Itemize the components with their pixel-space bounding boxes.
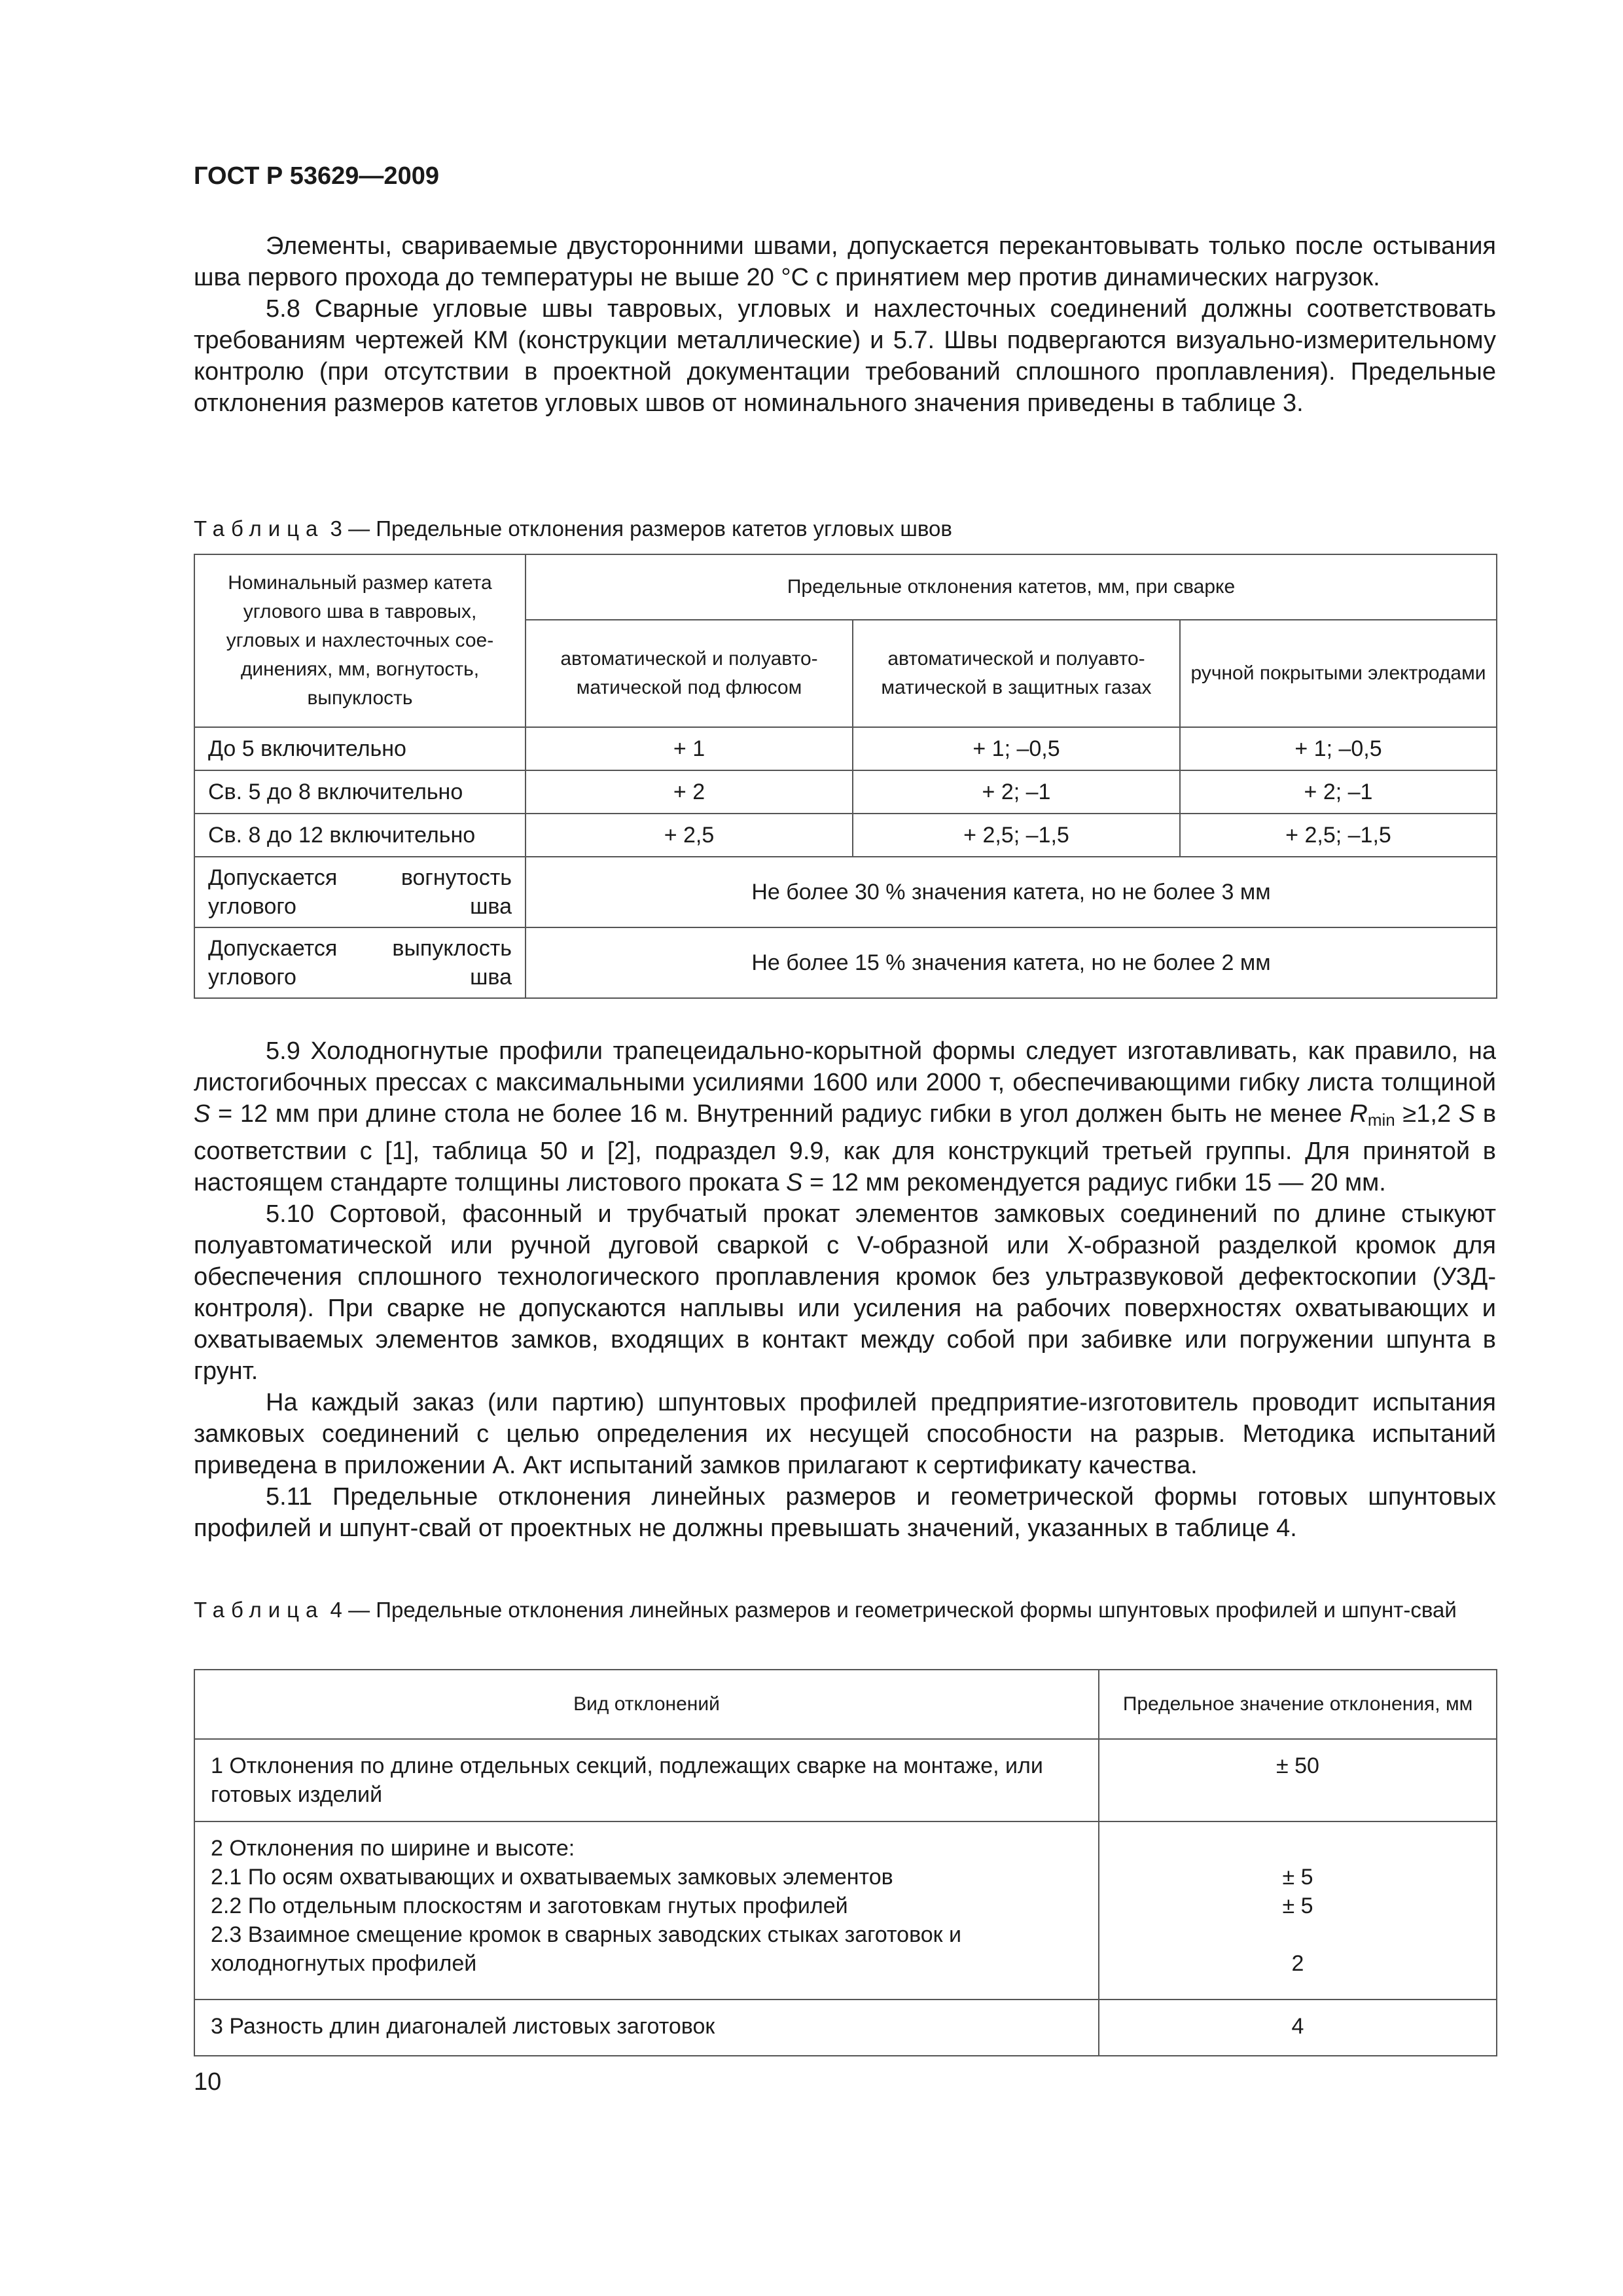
table3-concavity-label: Допускается вогнутость углового шва (194, 857, 526, 927)
table3-header-group: Предельные отклонения катетов, мм, при сварке (526, 554, 1497, 620)
table4-row2-value: ± 5 (1282, 1893, 1313, 1918)
table-3-fillet-weld-deviations (194, 554, 1497, 999)
table4-row1-label: 1 Отклонения по длине отдельных секций, подлежащих сварке на монтаже, или готовых изделий (194, 1739, 1099, 1821)
paragraph-5-9 (194, 1035, 1496, 1198)
paragraph-5-8: 5.8 Сварные угловые швы тавровых, угловых и нахлесточных соединений должны соответствовать требованиям чертежей КМ (конструкции металлические) и 5.7. Швы подвергаются визуально-измерительному контролю (при отсутствии в проектной документации требований сплошного проплавления). Предельные отклонения размеров катетов угловых швов от номинального значения приведены в таблице 3. (194, 295, 1496, 417)
table3-cell: + 1 (526, 727, 853, 770)
table4-row3-label: 3 Разность длин диагоналей листовых заготовок (194, 2000, 1099, 2056)
document-code-header: ГОСТ Р 53629—2009 (194, 162, 439, 190)
table3-concavity-value: Не более 30 % значения катета, но не более 3 мм (526, 857, 1497, 927)
symbol-s: S (1458, 1100, 1476, 1128)
paragraph-5-11: 5.11 Предельные отклонения линейных размеров и геометрической формы готовых шпунтовых профилей и шпунт-свай от проектных не должны превышать значений, указанных в таблице 4. (194, 1483, 1496, 1542)
table3-header-nominal-size: Номинальный размер катета углового шва в тавровых, угловых и нахлесточных соединениях, мм, вогнутость, выпуклость (194, 554, 526, 727)
subscript-min: min (1367, 1110, 1395, 1130)
table3-cell: + 2,5; –1,5 (853, 814, 1180, 857)
table4-row2-values (1099, 1821, 1497, 2000)
p59-part-c: ≥1,2 (1395, 1100, 1459, 1128)
table3-header-submerged-arc: автоматической и полуавтоматической под флюсом (526, 620, 853, 727)
table3-cell: + 1; –0,5 (853, 727, 1180, 770)
table-row (194, 857, 1497, 927)
table-row (194, 1739, 1497, 1821)
table3-cell: + 2; –1 (853, 770, 1180, 814)
table3-row-label: Св. 8 до 12 включительно (194, 814, 526, 857)
table3-cell: + 2,5; –1,5 (1180, 814, 1497, 857)
p59-part-d: в соответствии с [1], таблица 50 и [2], подраздел 9.9, как для конструкций третьей группы. Для принятой в настоящем стандарте толщины листового проката (194, 1100, 1497, 1196)
page-number: 10 (194, 2068, 222, 2096)
table3-caption-text: 3 — Предельные отклонения размеров катетов угловых швов (324, 516, 952, 541)
table3-cell: + 2 (526, 770, 853, 814)
table3-cell: + 1; –0,5 (1180, 727, 1497, 770)
table4-row2-line: 2.3 Взаимное смещение кромок в сварных заводских стыках заготовок и холодногнутых профилей (211, 1922, 961, 1976)
table4-caption-text: 4 — Предельные отклонения линейных размеров и геометрической формы шпунтовых профилей и шпунт-свай (324, 1598, 1457, 1622)
table3-convexity-value: Не более 15 % значения катета, но не более 2 мм (526, 927, 1497, 998)
table-row (194, 814, 1497, 857)
p59-part-e: = 12 мм рекомендуется радиус гибки 15 — 20 мм. (802, 1169, 1386, 1196)
table4-row2-label (194, 1821, 1099, 2000)
table4-row3-value: 4 (1099, 2000, 1497, 2056)
table3-cell: + 2,5 (526, 814, 853, 857)
table4-row2-line: 2.2 По отдельным плоскостям и заготовкам гнутых профилей (211, 1893, 848, 1918)
table-row (194, 927, 1497, 998)
intro-text (194, 230, 1496, 419)
table3-cell: + 2; –1 (1180, 770, 1497, 814)
symbol-s: S (786, 1169, 803, 1196)
table4-row2-line: 2 Отклонения по ширине и высоте: (211, 1836, 575, 1861)
table4-row1-value: ± 50 (1099, 1739, 1497, 1821)
table3-caption (194, 514, 1496, 543)
paragraph-tests: На каждый заказ (или партию) шпунтовых профилей предприятие-изготовитель проводит испытания замковых соединений с целью определения их несущей способности на разрыв. Методика испытаний приведена в приложении А. Акт испытаний замков прилагают к сертификату качества. (194, 1389, 1496, 1479)
table4-row2-value: ± 5 (1282, 1865, 1313, 1890)
table3-caption-word: Таблица (194, 516, 325, 541)
table4-row2-value: 2 (1291, 1951, 1304, 1976)
table3-header-gas-shielded: автоматической и полуавтоматической в защитных газах (853, 620, 1180, 727)
table-row (194, 1821, 1497, 2000)
table3-header-manual: ручной покрытыми электродами (1180, 620, 1497, 727)
table4-header-limit-value: Предельное значение отклонения, мм (1099, 1670, 1497, 1739)
table-row (194, 2000, 1497, 2056)
p59-part-b: = 12 мм при длине стола не более 16 м. Внутренний радиус гибки в угол должен быть не менее (210, 1100, 1350, 1128)
table3-row-label: Св. 5 до 8 включительно (194, 770, 526, 814)
table-4-sheet-pile-deviations (194, 1669, 1497, 2056)
table4-header-deviation-type: Вид отклонений (194, 1670, 1099, 1739)
table4-row2-line: 2.1 По осям охватывающих и охватываемых замковых элементов (211, 1865, 893, 1890)
table-row (194, 727, 1497, 770)
table3-row-label: До 5 включительно (194, 727, 526, 770)
table-row (194, 770, 1497, 814)
paragraph-5-10: 5.10 Сортовой, фасонный и трубчатый прокат элементов замковых соединений по длине стыкуют полуавтоматической или ручной дуговой сваркой с V-образной или X-образной разделкой кромок для обеспечения сплошного технологического проплавления кромок без ультразвуковой дефектоскопии (УЗД-контроля). При сварке не допускаются наплывы или усиления на рабочих поверхностях охватывающих и охватываемых элементов замков, входящих в контакт между собой при забивке или погружении шпунта в грунт. (194, 1200, 1496, 1385)
p59-part-a: 5.9 Холодногнутые профили трапецеидально-корытной формы следует изготавливать, как правило, на листогибочных прессах с максимальными усилиями 1600 или 2000 т, обеспечивающими гибку листа толщиной (194, 1037, 1496, 1096)
table4-caption-word: Таблица (194, 1598, 325, 1622)
symbol-r: R (1349, 1100, 1368, 1128)
body-text (194, 1035, 1496, 1544)
table3-convexity-label: Допускается выпуклость углового шва (194, 927, 526, 998)
table4-caption (194, 1596, 1496, 1624)
paragraph-weld-elements: Элементы, свариваемые двусторонними швами, допускается перекантовывать только после остывания шва первого прохода до температуры не выше 20 °С с принятием мер против динамических нагрузок. (194, 232, 1496, 291)
symbol-s: S (194, 1100, 211, 1128)
